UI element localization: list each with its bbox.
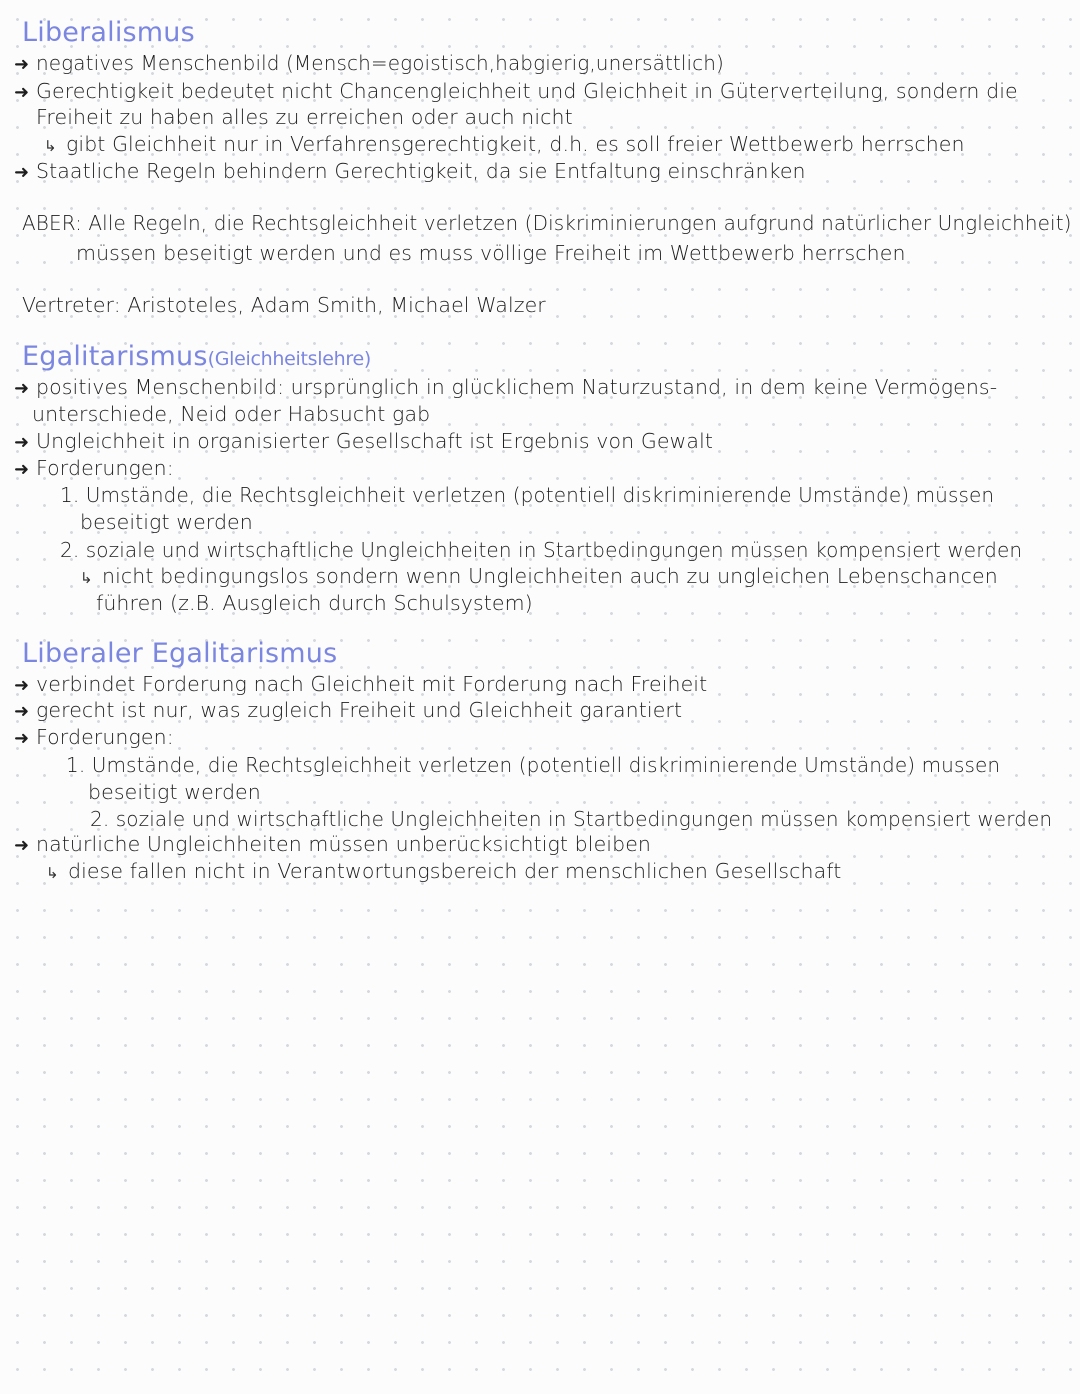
lib-egal-bullet-4: ➜ natürliche Ungleichheiten müssen unberücksichtigt bleiben: [14, 831, 651, 859]
lib-egal-bullet-2: ➜ gerecht ist nur, was zugleich Freiheit und Gleichheit garantiert: [14, 697, 682, 725]
liberalismus-aber: ABER: Alle Regeln, die Rechtsgleichheit verletzen (Diskriminierungen aufgrund natürlicher Ungleichheit): [22, 211, 1072, 235]
arrow-icon: ➜: [14, 459, 30, 480]
egalitarismus-bullet-1: ➜ positives Menschenbild: ursprünglich in glücklichem Naturzustand, in dem keine Vermögens-: [14, 374, 997, 402]
lib-egal-item-2: 2. soziale und wirtschaftliche Ungleichheiten in Startbedingungen müssen kompensiert werden: [90, 807, 1053, 831]
liberalismus-bullet-1: ➜ negatives Menschenbild (Mensch=egoistisch,habgierig,unersättlich): [14, 50, 724, 78]
arrow-icon: ➜: [14, 378, 30, 399]
egalitarismus-item-2: 2. soziale und wirtschaftliche Ungleichheiten in Startbedingungen müssen kompensiert werden: [60, 538, 1023, 562]
arrow-icon: ➜: [14, 835, 30, 856]
egalitarismus-bullet-2: ➜ Ungleichheit in organisierter Gesellschaft ist Ergebnis von Gewalt: [14, 428, 713, 456]
lib-egal-bullet-1: ➜ verbindet Forderung nach Gleichheit mit Forderung nach Freiheit: [14, 671, 707, 699]
arrow-icon: ➜: [14, 54, 30, 75]
liberalismus-bullet-2: ➜ Gerechtigkeit bedeutet nicht Chancengleichheit und Gleichheit in Güterverteilung, sondern die: [14, 78, 1018, 106]
hook-arrow-icon: ↳: [46, 864, 59, 882]
arrow-icon: ➜: [14, 432, 30, 453]
arrow-icon: ➜: [14, 701, 30, 722]
egalitarismus-item-1-cont: beseitigt werden: [80, 510, 253, 534]
heading-liberalismus: [22, 17, 195, 49]
egalitarismus-sub: ↳ nicht bedingungslos sondern wenn Ungleichheiten auch zu ungleichen Lebenschancen: [80, 563, 998, 591]
lib-egal-bullet-3: ➜ Forderungen:: [14, 724, 174, 752]
egalitarismus-bullet-1-cont: unterschiede, Neid oder Habsucht gab: [32, 402, 431, 426]
liberalismus-sub-1: ↳ gibt Gleichheit nur in Verfahrensgerechtigkeit, d.h. es soll freier Wettbewerb herrschen: [44, 131, 965, 159]
liberalismus-aber-cont: müssen beseitigt werden und es muss völlige Freiheit im Wettbewerb herrschen: [76, 241, 906, 265]
egalitarismus-sub-cont: führen (z.B. Ausgleich durch Schulsystem): [96, 591, 533, 615]
heading-egalitarismus: Egalitarismus(Gleichheitslehre): [22, 341, 371, 372]
heading-liberalismus-text: Liberalismus: [22, 17, 195, 48]
lib-egal-sub: ↳ diese fallen nicht in Verantwortungsbereich der menschlichen Gesellschaft: [46, 858, 841, 886]
hook-arrow-icon: ↳: [80, 569, 93, 587]
arrow-icon: ➜: [14, 675, 30, 696]
arrow-icon: ➜: [14, 728, 30, 749]
lib-egal-item-1: 1. Umstände, die Rechtsgleichheit verletzen (potentiell diskriminierende Umstände) mussen: [66, 753, 1001, 777]
liberalismus-vertreter: Vertreter: Aristoteles, Adam Smith, Michael Walzer: [22, 293, 546, 317]
lib-egal-item-1-cont: beseitigt werden: [88, 780, 261, 804]
liberalismus-bullet-2-cont: Freiheit zu haben alles zu erreichen oder auch nicht: [36, 105, 573, 129]
arrow-icon: ➜: [14, 82, 30, 103]
hook-arrow-icon: ↳: [44, 137, 57, 155]
heading-liberaler-egalitarismus: Liberaler Egalitarismus: [22, 638, 338, 669]
arrow-icon: ➜: [14, 162, 30, 183]
egalitarismus-bullet-3: ➜ Forderungen:: [14, 455, 174, 483]
liberalismus-bullet-3: ➜ Staatliche Regeln behindern Gerechtigkeit, da sie Entfaltung einschränken: [14, 158, 806, 186]
egalitarismus-item-1: 1. Umstände, die Rechtsgleichheit verletzen (potentiell diskriminierende Umstände) müssen: [60, 483, 995, 507]
